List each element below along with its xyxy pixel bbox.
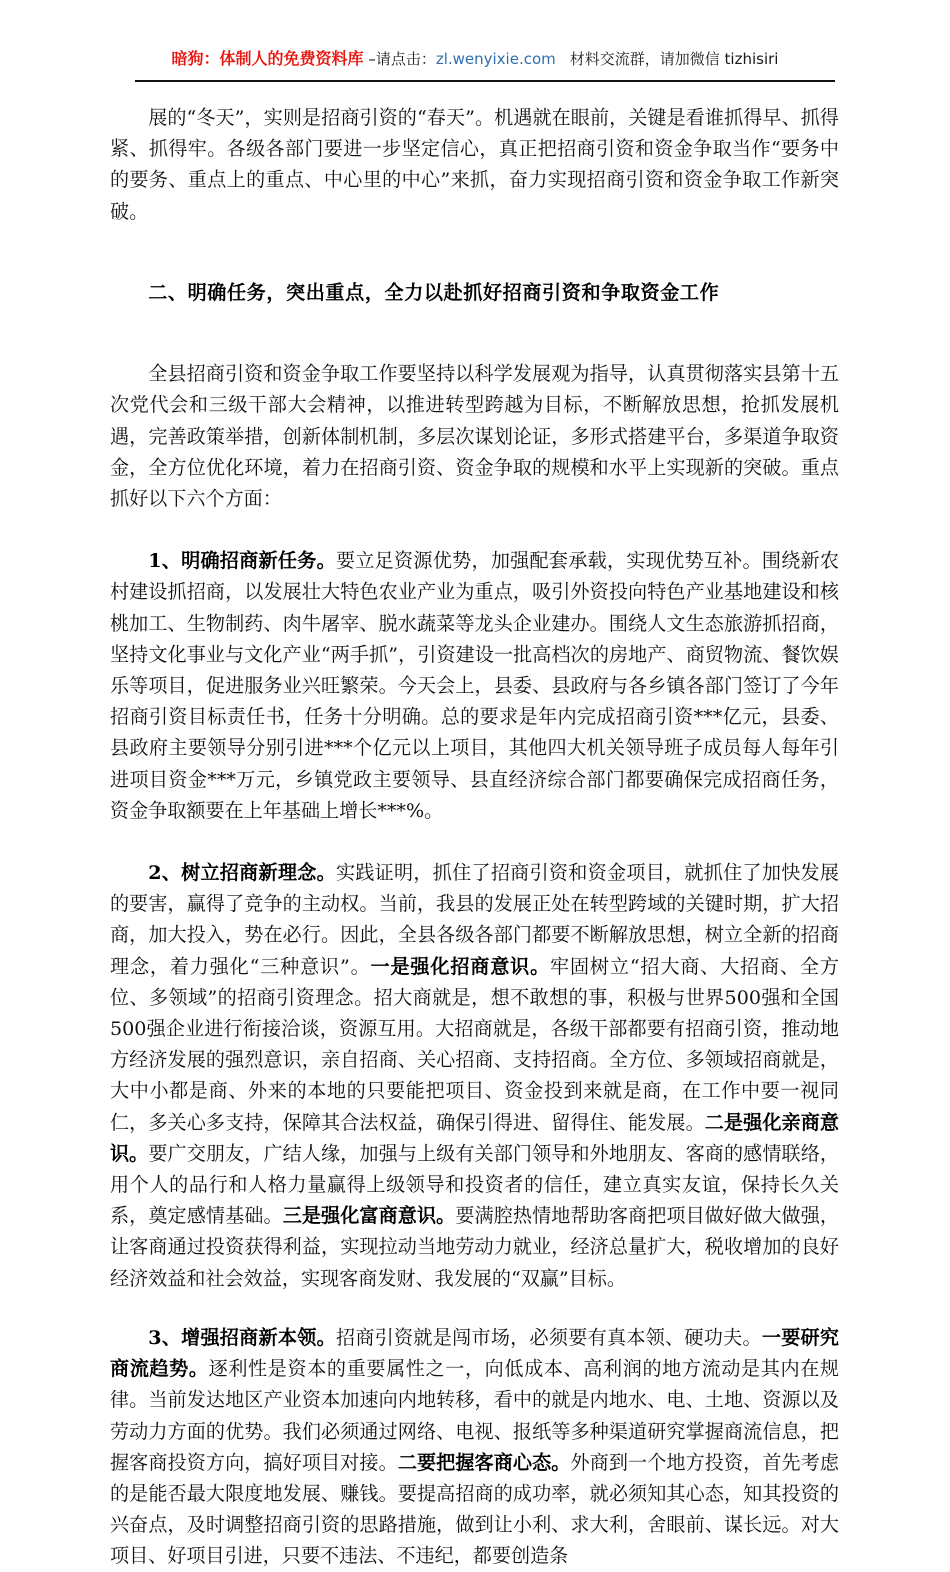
item-1-lead-bold: 1、明确招商新任务。: [148, 549, 336, 573]
numbered-item-1: [110, 545, 839, 826]
item-3-text-b: 逐利性是资本的重要属性之一，向低成本、高利润的地方流动是其内在规律。当前发达地区产业资本加速向内地转移，看中的就是内地水、电、土地、资源以及劳动力方面的优势。我们必须通过网络、电视、报纸等多种渠道研究掌握商流信息，把握客商投资方向，搞好项目对接。: [110, 1357, 840, 1474]
spacer: [110, 514, 839, 545]
promo-title-text: 暗狗：体制人的免费资料库: [171, 49, 364, 68]
item-2-text-b: 牢固树立“招大商、大招商、全方位、多领域”的招商引资理念。招大商就是，想不敢想的事，积极与世界500强和全国500强企业进行衔接洽谈，资源互用。大招商就是，各级干部都要有招商引资，推动地方经济发展的强烈意识，亲自招商、关心招商、支持招商。全方位、多领域招商就是，大中小都是商、外来的本地的只要能把项目、资金投到来就是商，在工作中要一视同仁，多关心多支持，保障其合法权益，确保引得进、留得住、能发展。: [110, 954, 840, 1134]
item-3-text-a: 招商引资就是闯市场，必须要有真本领、硬功夫。: [335, 1325, 762, 1349]
item-2-bold-b: 一是强化招商意识。: [370, 954, 551, 978]
item-1-text: 要立足资源优势，加强配套承载，实现优势互补。围绕新农村建设抓招商，以发展壮大特色农业产业为重点，吸引外资投向特色产业基地建设和核桃加工、生物制药、肉牛屠宰、脱水蔬菜等龙头企业建办。围绕人文生态旅游抓招商，坚持文化事业与文化产业“两手抓”，引资建设一批高档次的房地产、商贸物流、餐饮娱乐等项目，促进服务业兴旺繁荣。今天会上，县委、县政府与各乡镇各部门签订了今年招商引资目标责任书，任务十分明确。总的要求是年内完成招商引资***亿元，县委、县政府主要领导分别引进***个亿元以上项目，其他四大机关领导班子成员每人每年引进项目资金***万元，乡镇党政主要领导、县直经济综合部门都要确保完成招商任务，资金争取额要在上年基础上增长***%。: [110, 549, 840, 822]
promo-contact-text: 材料交流群，请加微信 tizhisiri: [569, 50, 779, 68]
item-3-bold-c: 二要把握客商心态。: [397, 1450, 571, 1474]
header-divider: [135, 80, 835, 82]
item-2-text-a: 实践证明，抓住了招商引资和资金项目，就抓住了加快发展的要害，赢得了竞争的主动权。当前，我县的发展正处在转型跨域的关键时期，扩大招商，加大投入，势在必行。因此，全县各级各部门都要不断解放思想，树立全新的招商理念，着力强化“三种意识”。: [110, 861, 840, 978]
spacer: [110, 1294, 839, 1322]
item-2-bold-d: 三是强化富商意识。: [282, 1204, 456, 1228]
promo-banner: [0, 48, 950, 70]
section-heading-two: 二、明确任务，突出重点，全力以赴抓好招商引资和争取资金工作: [148, 280, 720, 304]
spacer: [110, 227, 839, 258]
promo-prompt-text: –请点击：: [363, 50, 436, 68]
document-body: [110, 102, 839, 1572]
item-3-lead-bold: 3、增强招商新本领。: [148, 1325, 336, 1349]
spacer: [110, 826, 839, 857]
paragraph-continuation: 展的“冬天”，实则是招商引资的“春天”。机遇就在眼前，关键是看谁抓得早、抓得紧、抓得牢。各级各部门要进一步坚定信心，真正把招商引资和资金争取当作“要务中的要务、重点上的重点、中心里的中心”来抓，奋力实现招商引资和资金争取工作新突破。: [110, 106, 839, 223]
paragraph-overview: 全县招商引资和资金争取工作要坚持以科学发展观为指导，认真贯彻落实县第十五次党代会和三级干部大会精神，以推进转型跨越为目标，不断解放思想，抢抓发展机遇，完善政策举措，创新体制机制，多层次谋划论证，多形式搭建平台，多渠道争取资金，全方位优化环境，着力在招商引资、资金争取的规模和水平上实现新的突破。重点抓好以下六个方面：: [110, 362, 839, 511]
item-2-text-c: 要广交朋友，广结人缘，加强与上级有关部门领导和外地朋友、客商的感情联络，用个人的品行和人格力量赢得上级领导和投资者的信任，建立真实友谊，保持长久关系，奠定感情基础。: [110, 1141, 840, 1228]
item-2-bold-c: 二是强化亲商意识。: [110, 1110, 840, 1165]
item-2-text-d: 要满腔热情地帮助客商把项目做好做大做强，让客商通过投资获得利益，实现拉动当地劳动力就业，经济总量扩大，税收增加的良好经济效益和社会效益，实现客商发财、我发展的“双赢”目标。: [110, 1204, 840, 1290]
item-3-text-c: 外商到一个地方投资，首先考虑的是能否最大限度地发展、赚钱。要提高招商的成功率，就必须知其心态，知其投资的兴奋点，及时调整招商引资的思路措施，做到让小利、求大利，舍眼前、谋长远。对大项目、好项目引进，只要不违法、不违纪，都要创造条: [110, 1450, 840, 1568]
item-3-bold-b: 一要研究商流趋势。: [110, 1325, 840, 1381]
promo-banner-line: [172, 48, 779, 70]
spacer: [110, 327, 839, 358]
item-2-lead-bold: 2、树立招商新理念。: [148, 861, 336, 885]
numbered-item-3: [110, 1322, 839, 1572]
promo-link[interactable]: zl.wenyixie.com: [435, 50, 556, 68]
numbered-item-2: [110, 857, 839, 1294]
